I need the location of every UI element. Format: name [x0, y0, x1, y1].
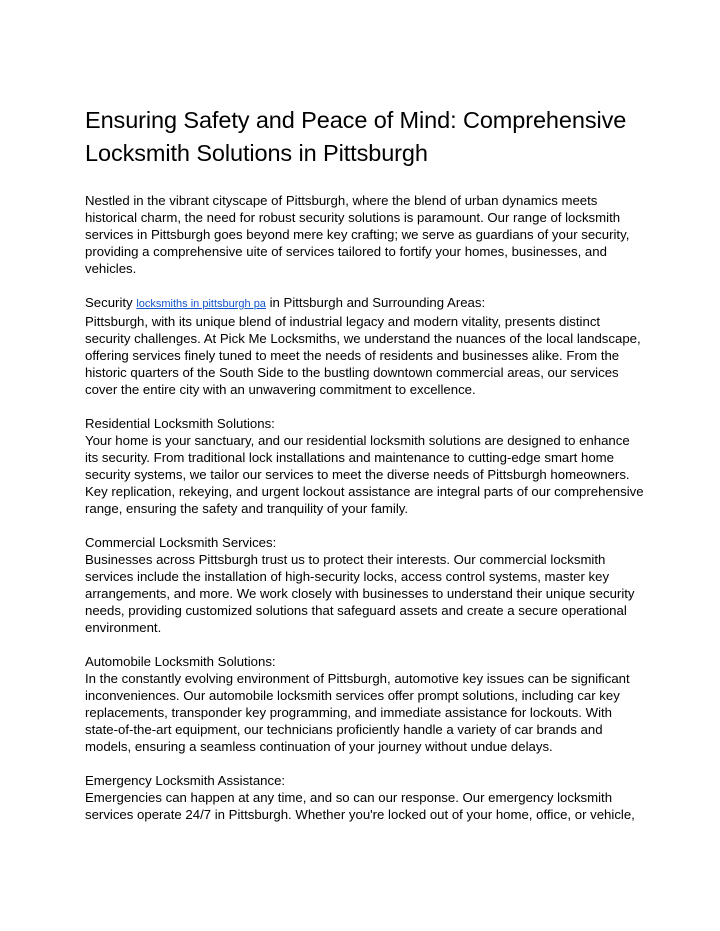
paragraph-line: In the constantly evolving environment of Pittsburgh, automotive key issues can be significant: [85, 671, 630, 686]
paragraph-line: offering services finely tuned to meet the needs of residents and businesses alike. From the: [85, 348, 620, 363]
page-title: [85, 104, 645, 170]
automobile-section: [85, 653, 645, 755]
paragraph-line: Nestled in the vibrant cityscape of Pittsburgh, where the blend of urban dynamics meets: [85, 193, 598, 208]
paragraph-line: cover the entire city with an unwavering commitment to excellence.: [85, 382, 476, 397]
paragraph-line: Key replication, rekeying, and urgent lockout assistance are integral parts of our comprehensive: [85, 484, 644, 499]
paragraph-line: Pittsburgh, with its unique blend of industrial legacy and modern vitality, presents distinct: [85, 314, 601, 329]
title-line: Locksmith Solutions in Pittsburgh: [85, 140, 428, 166]
locksmiths-link[interactable]: locksmiths in pittsburgh pa: [136, 298, 266, 310]
paragraph-line: security systems, we tailor our services to meet the diverse needs of Pittsburgh homeowners.: [85, 467, 630, 482]
security-heading-suffix: in Pittsburgh and Surrounding Areas:: [265, 295, 486, 310]
paragraph-line: historic quarters of the South Side to the bustling downtown commercial areas, our services: [85, 365, 619, 380]
residential-section: [85, 415, 645, 517]
title-line: Ensuring Safety and Peace of Mind: Comprehensive: [85, 107, 627, 133]
paragraph-line: services include the installation of high-security locks, access control systems, master key: [85, 569, 610, 584]
paragraph-line: vehicles.: [85, 261, 137, 276]
security-heading: [85, 294, 645, 313]
paragraph-line: Businesses across Pittsburgh trust us to protect their interests. Our commercial locksmith: [85, 552, 606, 567]
paragraph-line: models, ensuring a seamless continuation of your journey without undue delays.: [85, 739, 553, 754]
section-heading: Automobile Locksmith Solutions:: [85, 654, 276, 669]
document-page: [85, 104, 645, 840]
paragraph-line: services in Pittsburgh goes beyond mere key crafting; we serve as guardians of your security,: [85, 227, 630, 242]
paragraph-line: inconveniences. Our automobile locksmith services offer prompt solutions, including car key: [85, 688, 620, 703]
emergency-section: [85, 772, 645, 823]
paragraph-line: security challenges. At Pick Me Locksmiths, we understand the nuances of the local landscape,: [85, 331, 641, 346]
intro-paragraph: [85, 192, 645, 277]
section-heading: Commercial Locksmith Services:: [85, 535, 277, 550]
paragraph-line: environment.: [85, 620, 162, 635]
security-section: [85, 294, 645, 398]
commercial-section: [85, 534, 645, 636]
paragraph-line: Your home is your sanctuary, and our residential locksmith solutions are designed to enhance: [85, 433, 630, 448]
paragraph-line: its security. From traditional lock installations and maintenance to cutting-edge smart home: [85, 450, 614, 465]
paragraph-line: arrangements, and more. We work closely with businesses to understand their unique security: [85, 586, 635, 601]
section-heading: Residential Locksmith Solutions:: [85, 416, 275, 431]
security-heading-prefix: Security: [85, 295, 137, 310]
paragraph-line: historical charm, the need for robust security solutions is paramount. Our range of locksmith: [85, 210, 621, 225]
paragraph-line: providing a comprehensive uite of services tailored to fortify your homes, businesses, and: [85, 244, 607, 259]
paragraph-line: state-of-the-art equipment, our technicians proficiently handle a variety of car brands and: [85, 722, 603, 737]
paragraph-line: Emergencies can happen at any time, and so can our response. Our emergency locksmith: [85, 790, 613, 805]
paragraph-line: range, ensuring the safety and tranquility of your family.: [85, 501, 409, 516]
paragraph-line: needs, providing customized solutions that safeguard assets and create a secure operational: [85, 603, 627, 618]
paragraph-line: services operate 24/7 in Pittsburgh. Whether you're locked out of your home, office, or vehicle,: [85, 807, 635, 822]
paragraph-line: replacements, transponder key programming, and immediate assistance for lockouts. With: [85, 705, 613, 720]
section-heading: Emergency Locksmith Assistance:: [85, 773, 286, 788]
